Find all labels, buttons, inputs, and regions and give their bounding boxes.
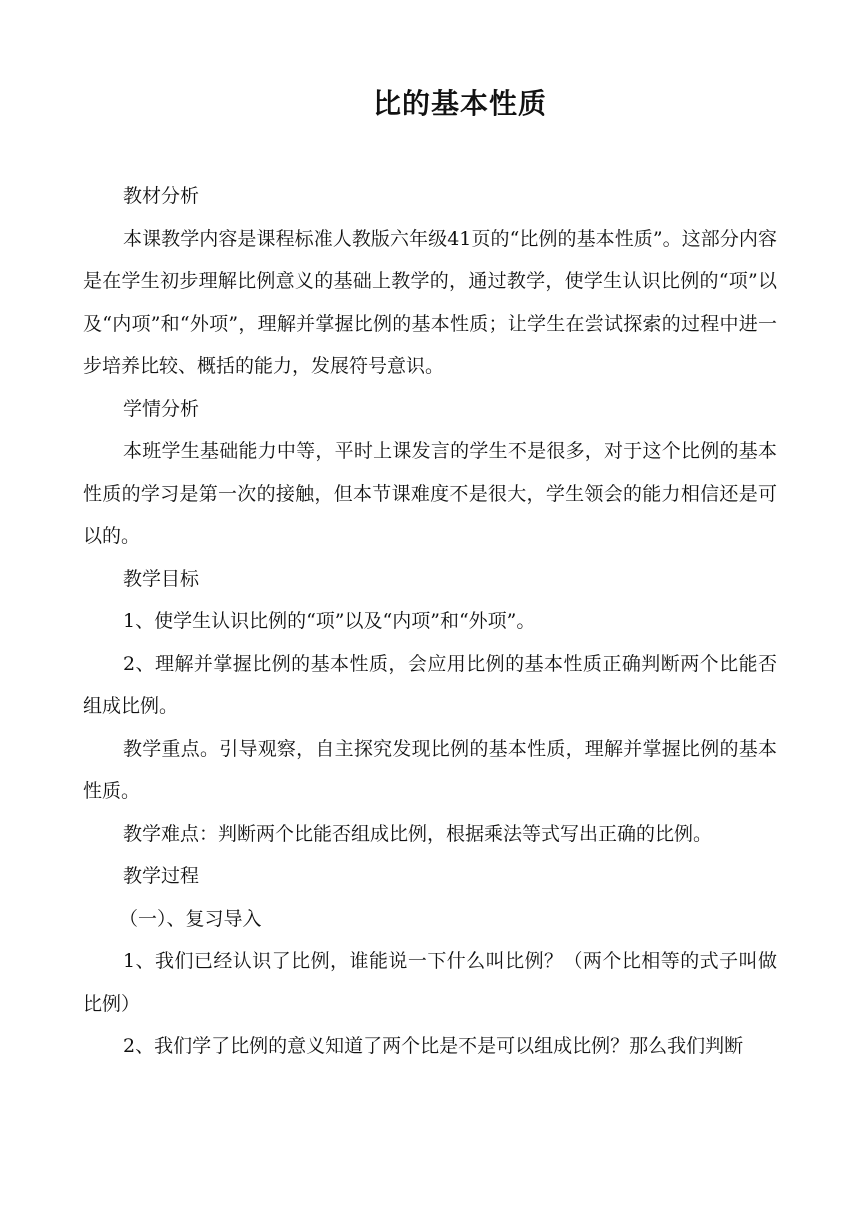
paragraph-review-1: 1、我们已经认识了比例，谁能说一下什么叫比例？（两个比相等的式子叫做比例） xyxy=(83,950,777,1015)
page-title: 比的基本性质 xyxy=(372,87,547,120)
paragraph-teaching-difficulty: 教学难点：判断两个比能否组成比例，根据乘法等式写出正确的比例。 xyxy=(123,822,713,845)
subheading-review-intro: （一）、复习导入 xyxy=(119,907,262,930)
paragraph-review-2: 2、我们学了比例的意义知道了两个比是不是可以组成比例？那么我们判断 xyxy=(123,1035,744,1057)
paragraph-goal-1: 1、使学生认识比例的“项”以及“内项”和“外项”。 xyxy=(123,610,536,632)
paragraph-student-analysis: 本班学生基础能力中等，平时上课发言的学生不是很多，对于这个比例的基本性质的学习是第一次的接触，但本节课难度不是很大，学生领会的能力相信还是可以的。 xyxy=(83,440,777,547)
paragraph-teaching-focus: 教学重点。引导观察，自主探究发现比例的基本性质，理解并掌握比例的基本性质。 xyxy=(83,737,777,802)
section-heading-teaching-process: 教学过程 xyxy=(123,865,200,887)
paragraph-goal-2: 2、理解并掌握比例的基本性质，会应用比例的基本性质正确判断两个比能否组成比例。 xyxy=(83,652,777,717)
paragraph-textbook-analysis: 本课教学内容是课程标准人教版六年级41页的“比例的基本性质”。这部分内容是在学生初步理解比例意义的基础上教学的，通过教学，使学生认识比例的“项”以及“内项”和“外项”，理解并掌握比例的基本性质；让学生在尝试探索的过程中进一步培养比较、概括的能力，发展符号意识。 xyxy=(83,227,777,377)
section-heading-student-analysis: 学情分析 xyxy=(123,397,200,420)
section-heading-teaching-goals: 教学目标 xyxy=(123,567,200,590)
document-body xyxy=(83,175,777,1068)
section-heading-textbook-analysis: 教材分析 xyxy=(123,185,200,207)
